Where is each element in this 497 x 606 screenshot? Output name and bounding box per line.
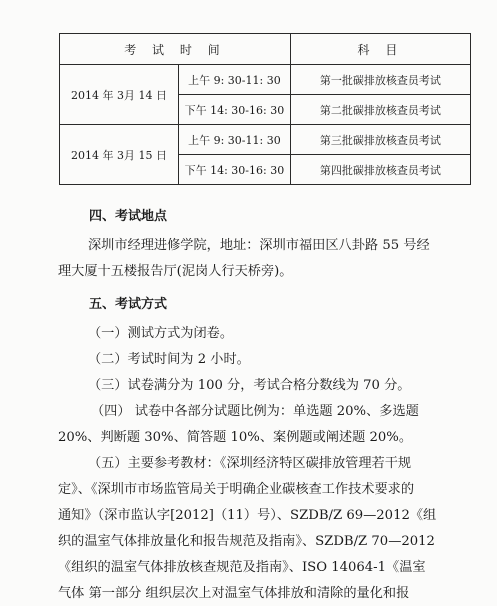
section-heading: 四、考试地点 bbox=[89, 209, 168, 224]
header-subject: 科 目 bbox=[290, 34, 470, 65]
table-row bbox=[60, 125, 471, 155]
paragraph-line: 深圳市经理进修学院，地址：深圳市福田区八卦路 55 号经 bbox=[88, 238, 430, 253]
exam-subject-cell: 第一批碳排放核查员考试 bbox=[290, 65, 470, 95]
list-item: （三）试卷满分为 100 分，考试合格分数线为 70 分。 bbox=[88, 378, 411, 393]
list-item: （二）考试时间为 2 小时。 bbox=[88, 352, 250, 367]
list-item: （五）主要参考教材：《深圳经济特区碳排放管理若干规 bbox=[88, 456, 412, 471]
exam-time-cell: 上午 9: 30-11: 30 bbox=[178, 125, 290, 155]
paragraph-line: 《组织的温室气体排放核查规范及指南》、ISO 14064-1《温室 bbox=[58, 560, 426, 575]
exam-schedule-table bbox=[59, 33, 471, 185]
paragraph-line: 通知》（深市监认字[2012]（11）号）、SZDB/Z 69—2012《组 bbox=[58, 508, 437, 523]
exam-date-cell: 2014 年 3月 15 日 bbox=[60, 125, 179, 185]
exam-subject-cell: 第四批碳排放核查员考试 bbox=[290, 155, 470, 185]
exam-subject-cell: 第二批碳排放核查员考试 bbox=[290, 95, 470, 125]
table-header-row bbox=[60, 34, 471, 65]
paragraph-line: 织的温室气体排放量化和报告规范及指南》、SZDB/Z 70—2012 bbox=[58, 534, 435, 549]
header-exam-time: 考 试 时 间 bbox=[60, 34, 291, 65]
exam-subject-cell: 第三批碳排放核查员考试 bbox=[290, 125, 470, 155]
paragraph-line: 20%、判断题 30%、简答题 10%、案例题或阐述题 20%。 bbox=[58, 430, 413, 445]
list-item: （一）测试方式为闭卷。 bbox=[88, 326, 234, 341]
paragraph-line: 气体 第一部分 组织层次上对温室气体排放和清除的量化和报 bbox=[58, 586, 410, 601]
exam-time-cell: 上午 9: 30-11: 30 bbox=[178, 65, 290, 95]
exam-time-cell: 下午 14: 30-16: 30 bbox=[178, 95, 290, 125]
paragraph-line: 定》、《深圳市市场监管局关于明确企业碳核查工作技术要求的 bbox=[58, 482, 415, 497]
table-row bbox=[60, 65, 471, 95]
list-item: （四） 试卷中各部分试题比例为：单选题 20%、多选题 bbox=[91, 404, 419, 419]
exam-time-cell: 下午 14: 30-16: 30 bbox=[178, 155, 290, 185]
exam-date-cell: 2014 年 3月 14 日 bbox=[60, 65, 179, 125]
paragraph-line: 理大厦十五楼报告厅(泥岗人行天桥旁)。 bbox=[58, 264, 293, 279]
section-heading: 五、考试方式 bbox=[89, 297, 168, 312]
